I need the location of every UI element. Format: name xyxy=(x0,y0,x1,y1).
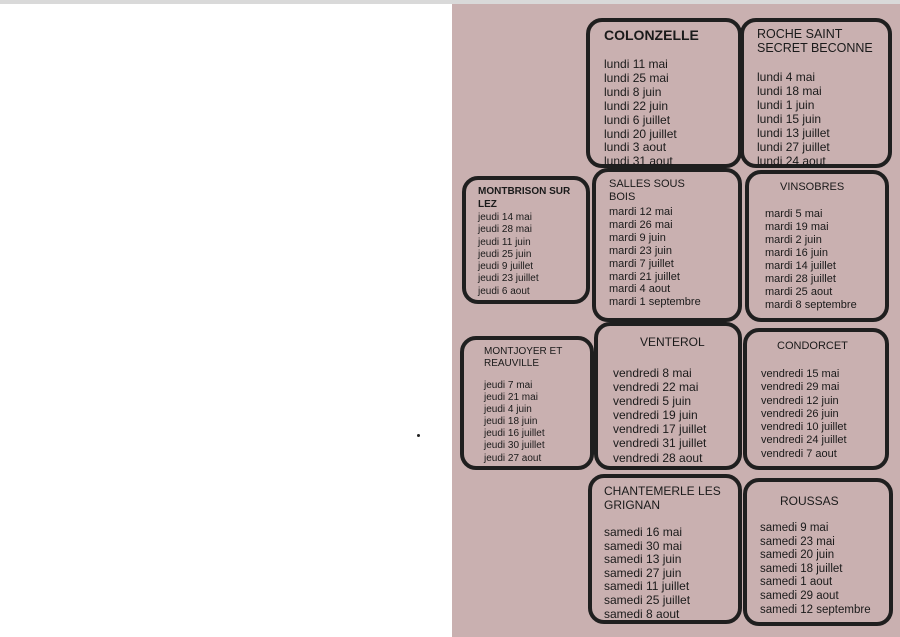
date-entry: lundi 15 juin xyxy=(757,112,822,126)
card-roussas xyxy=(743,478,893,626)
date-entry: vendredi 5 juin xyxy=(613,394,692,409)
date-entry: lundi 3 aout xyxy=(604,140,667,155)
date-entry: jeudi 7 mai xyxy=(484,380,533,391)
date-entry: samedi 9 mai xyxy=(760,522,829,534)
date-entry: samedi 11 juillet xyxy=(604,579,690,594)
date-entry: lundi 20 juillet xyxy=(604,126,677,141)
date-entry: mardi 16 juin xyxy=(765,247,828,259)
date-entry: jeudi 4 juin xyxy=(484,404,532,416)
date-entry: lundi 27 juillet xyxy=(757,140,830,154)
date-entry: vendredi 8 mai xyxy=(613,366,692,380)
date-entry: jeudi 16 juillet xyxy=(484,428,545,440)
date-entry: lundi 31 aout xyxy=(604,154,673,169)
date-entry: jeudi 11 juin xyxy=(478,236,531,248)
date-entry: samedi 30 mai xyxy=(604,538,683,553)
date-entry: samedi 29 aout xyxy=(760,589,839,602)
date-list xyxy=(757,70,830,168)
card-title: SALLES SOUS BOIS xyxy=(609,178,685,203)
date-entry: mardi 9 juin xyxy=(609,231,666,244)
date-entry: mardi 26 mai xyxy=(609,218,673,231)
date-entry: lundi 11 mai xyxy=(604,57,668,71)
card-vinsobres xyxy=(745,170,889,322)
date-entry: vendredi 31 juillet xyxy=(613,436,707,451)
card-montbrison-sur-lez xyxy=(462,176,590,304)
date-entry: samedi 23 mai xyxy=(760,535,835,548)
date-entry: mardi 7 juillet xyxy=(609,257,674,270)
date-entry: jeudi 21 mai xyxy=(484,392,538,404)
card-title: ROCHE SAINT SECRET BECONNE xyxy=(757,27,873,55)
date-entry: vendredi 29 mai xyxy=(761,381,840,394)
date-entry: mardi 23 juin xyxy=(609,244,672,257)
date-entry: mardi 4 aout xyxy=(609,283,671,296)
date-entry: vendredi 17 juillet xyxy=(613,422,707,437)
date-entry: lundi 1 juin xyxy=(757,98,815,112)
card-title: CONDORCET xyxy=(777,340,848,352)
date-entry: vendredi 12 juin xyxy=(761,394,839,407)
date-entry: jeudi 14 mai xyxy=(478,212,532,223)
date-entry: mardi 14 juillet xyxy=(765,260,836,272)
date-entry: mardi 2 juin xyxy=(765,234,822,246)
date-entry: vendredi 24 juillet xyxy=(761,434,847,447)
card-title: VENTEROL xyxy=(640,335,705,349)
stray-dot xyxy=(417,434,420,437)
date-list xyxy=(478,212,539,298)
date-entry: jeudi 30 juillet xyxy=(484,440,545,452)
date-entry: vendredi 26 juin xyxy=(761,407,839,420)
date-entry: mardi 25 aout xyxy=(765,286,833,298)
date-entry: vendredi 19 juin xyxy=(613,408,698,423)
card-title: MONTBRISON SUR LEZ xyxy=(478,186,571,210)
card-title: VINSOBRES xyxy=(780,181,845,193)
date-entry: samedi 16 mai xyxy=(604,525,683,539)
card-chantemerle-les-grignan xyxy=(588,474,742,624)
date-entry: samedi 13 juin xyxy=(604,552,682,567)
date-entry: vendredi 15 mai xyxy=(761,368,840,380)
date-entry: jeudi 23 juillet xyxy=(478,273,539,285)
date-entry: mardi 21 juillet xyxy=(609,270,680,283)
date-list xyxy=(604,58,677,169)
date-entry: jeudi 28 mai xyxy=(478,224,532,236)
date-entry: mardi 1 septembre xyxy=(609,296,701,309)
card-title: COLONZELLE xyxy=(604,27,699,43)
card-title: CHANTEMERLE LES GRIGNAN xyxy=(604,484,721,512)
date-entry: lundi 22 juin xyxy=(604,98,669,113)
date-entry: lundi 6 juillet xyxy=(604,112,671,127)
date-list xyxy=(604,526,690,621)
date-entry: lundi 24 aout xyxy=(757,154,826,168)
date-entry: samedi 8 aout xyxy=(604,606,680,621)
date-entry: vendredi 22 mai xyxy=(613,380,699,395)
card-colonzelle xyxy=(586,18,742,168)
date-list xyxy=(761,368,847,461)
date-entry: samedi 18 juillet xyxy=(760,562,843,575)
date-entry: jeudi 6 aout xyxy=(478,285,530,297)
date-entry: jeudi 9 juillet xyxy=(478,261,534,273)
card-venterol xyxy=(594,322,742,470)
date-entry: samedi 27 juin xyxy=(604,565,682,580)
date-entry: mardi 12 mai xyxy=(609,206,673,218)
card-montjoyer-et-reauville xyxy=(460,336,594,470)
date-list xyxy=(765,208,857,312)
date-entry: jeudi 18 juin xyxy=(484,416,538,428)
date-entry: jeudi 25 juin xyxy=(478,248,532,260)
date-entry: mardi 8 septembre xyxy=(765,299,857,311)
date-entry: lundi 25 mai xyxy=(604,70,669,85)
date-entry: lundi 8 juin xyxy=(604,84,662,99)
card-title: MONTJOYER ET REAUVILLE xyxy=(484,346,563,369)
date-entry: lundi 4 mai xyxy=(757,70,816,84)
date-entry: samedi 20 juin xyxy=(760,549,835,562)
date-entry: lundi 18 mai xyxy=(757,84,822,98)
date-entry: samedi 1 aout xyxy=(760,576,833,589)
date-entry: mardi 5 mai xyxy=(765,208,823,220)
card-roche-saint-secret-beconne xyxy=(740,18,892,168)
date-list xyxy=(760,522,871,617)
date-entry: vendredi 28 aout xyxy=(613,450,703,465)
card-title: ROUSSAS xyxy=(780,494,839,508)
date-entry: jeudi 27 aout xyxy=(484,452,542,464)
card-condorcet xyxy=(743,328,889,470)
date-entry: vendredi 10 juillet xyxy=(761,421,847,434)
date-entry: samedi 12 septembre xyxy=(760,603,871,616)
date-entry: vendredi 7 aout xyxy=(761,447,837,460)
date-list xyxy=(613,366,706,465)
date-entry: lundi 13 juillet xyxy=(757,126,830,140)
date-list xyxy=(484,380,545,465)
date-entry: mardi 19 mai xyxy=(765,221,829,233)
card-salles-sous-bois xyxy=(592,168,742,322)
date-list xyxy=(609,206,701,309)
date-entry: samedi 25 juillet xyxy=(604,592,691,607)
date-entry: mardi 28 juillet xyxy=(765,273,836,285)
